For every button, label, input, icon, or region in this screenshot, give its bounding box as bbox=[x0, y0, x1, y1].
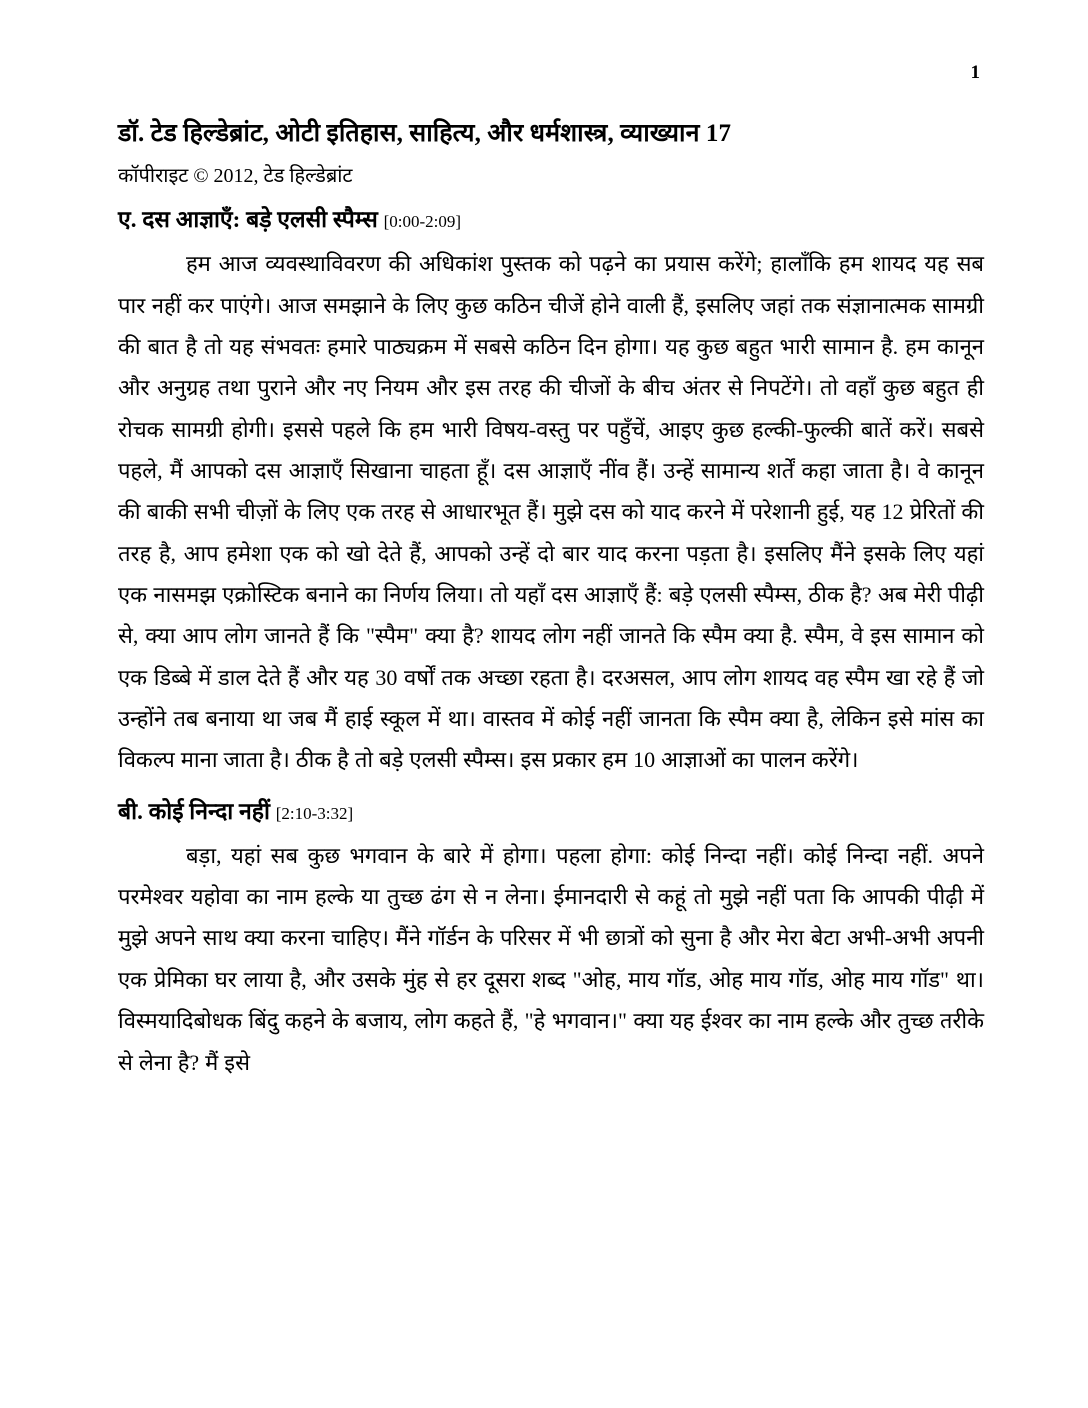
section-b-timecode: [2:10-3:32] bbox=[275, 803, 354, 823]
page-number: 1 bbox=[970, 62, 980, 83]
document-title: डॉ. टेड हिल्डेब्रांट, ओटी इतिहास, साहित्य, और धर्मशास्त्र, व्याख्यान 17 bbox=[118, 120, 732, 147]
section-heading-a-label: ए. दस आज्ञाएँ: बड़े एलसी स्पैम्स bbox=[118, 207, 378, 233]
copyright-line: कॉपीराइट © 2012, टेड हिल्डेब्रांट bbox=[118, 165, 353, 188]
section-a-timecode: [0:00-2:09] bbox=[383, 212, 462, 232]
section-a-paragraph: हम आज व्यवस्थाविवरण की अधिकांश पुस्तक को पढ़ने का प्रयास करेंगे; हालाँकि हम शायद यह सब पार नहीं कर पाएंगे। आज समझाने के लिए कुछ कठिन चीजें होने वाली हैं, इसलिए जहां तक संज्ञानात्मक सामग्री की बात है तो यह संभवतः हमारे पाठ्यक्रम में सबसे कठिन दिन होगा। यह कुछ बहुत भारी सामान है. हम कानून और अनुग्रह तथा पुराने और नए नियम और इस तरह की चीजों के बीच अंतर से निपटेंगे। तो वहाँ कुछ बहुत ही रोचक सामग्री होगी। इससे पहले कि हम भारी विषय-वस्तु पर पहुँचें, आइए कुछ हल्की-फुल्की बातें करें। सबसे पहले, मैं आपको दस आज्ञाएँ सिखाना चाहता हूँ। दस आज्ञाएँ नींव हैं। उन्हें सामान्य शर्तें कहा जाता है। वे कानून की बाकी सभी चीज़ों के लिए एक तरह से आधारभूत हैं। मुझे दस को याद करने में परेशानी हुई, यह 12 प्रेरितों की तरह है, आप हमेशा एक को खो देते हैं, आपको उन्हें दो बार याद करना पड़ता है। इसलिए मैंने इसके लिए यहां एक नासमझ एक्रोस्टिक बनाने का निर्णय लिया। तो यहाँ दस आज्ञाएँ हैं: बड़े एलसी स्पैम्स, ठीक है? अब मेरी पीढ़ी से, क्या आप लोग जानते हैं कि "स्पैम" क्या है? शायद लोग नहीं जानते कि स्पैम क्या है. स्पैम, वे इस सामान को एक डिब्बे में डाल देते हैं और यह 30 वर्षों तक अच्छा रहता है। दरअसल, आप लोग शायद वह स्पैम खा रहे हैं जो उन्होंने तब बनाया था जब मैं हाई स्कूल में था। वास्तव में कोई नहीं जानता कि स्पैम क्या है, लेकिन इसे मांस का विकल्प माना जाता है। ठीक है तो बड़े एलसी स्पैम्स। इस प्रकार हम 10 आज्ञाओं का पालन करेंगे। bbox=[118, 251, 984, 773]
section-heading-b bbox=[118, 797, 984, 827]
section-heading-a bbox=[118, 205, 984, 235]
section-heading-b-label: बी. कोई निन्दा नहीं bbox=[118, 798, 270, 824]
section-b-paragraph: बड़ा, यहां सब कुछ भगवान के बारे में होगा। पहला होगा: कोई निन्दा नहीं। कोई निन्दा नहीं. अपने परमेश्वर यहोवा का नाम हल्के या तुच्छ ढंग से न लेना। ईमानदारी से कहूं तो मुझे नहीं पता कि आपकी पीढ़ी में मुझे अपने साथ क्या करना चाहिए। मैंने गॉर्डन के परिसर में भी छात्रों को सुना है और मेरा बेटा अभी-अभी अपनी एक प्रेमिका घर लाया है, और उसके मुंह से हर दूसरा शब्द "ओह, माय गॉड, ओह माय गॉड, ओह माय गॉड" था। विस्मयादिबोधक बिंदु कहने के बजाय, लोग कहते हैं, "हे भगवान।" क्या यह ईश्वर का नाम हल्के और तुच्छ तरीके से लेना है? मैं इसे bbox=[118, 842, 984, 1075]
